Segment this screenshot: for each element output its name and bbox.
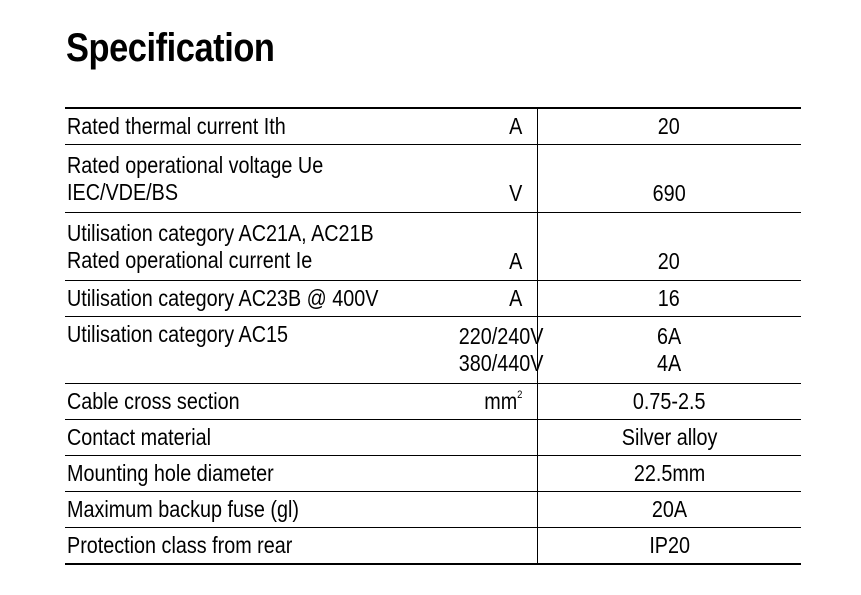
row-value: Silver alloy <box>537 420 801 456</box>
page-title: Specification <box>66 26 275 70</box>
row-unit: V <box>445 145 537 213</box>
row-unit <box>445 420 537 456</box>
row-unit: A <box>445 213 537 281</box>
row-unit: 220/240V 380/440V <box>445 317 537 384</box>
table-row <box>65 528 801 565</box>
row-unit <box>445 528 537 565</box>
specification-table <box>65 107 801 565</box>
row-unit <box>445 492 537 528</box>
row-value: 6A 4A <box>537 317 801 384</box>
row-label: Contact material <box>65 420 445 456</box>
row-label: Mounting hole diameter <box>65 456 445 492</box>
table-row <box>65 145 801 213</box>
row-unit <box>445 456 537 492</box>
row-value: 16 <box>537 281 801 317</box>
table-row <box>65 456 801 492</box>
table-row <box>65 492 801 528</box>
row-label: Utilisation category AC21A, AC21B Rated operational current Ie <box>65 213 445 281</box>
row-value: 0.75-2.5 <box>537 384 801 420</box>
table-row <box>65 108 801 145</box>
row-unit: A <box>445 281 537 317</box>
row-value: IP20 <box>537 528 801 565</box>
row-value: 690 <box>537 145 801 213</box>
row-label: Rated operational voltage Ue IEC/VDE/BS <box>65 145 445 213</box>
table-row <box>65 420 801 456</box>
row-label: Utilisation category AC15 <box>65 317 445 384</box>
row-unit: A <box>445 108 537 145</box>
table-row <box>65 213 801 281</box>
row-label: Utilisation category AC23B @ 400V <box>65 281 445 317</box>
row-unit: $mm^2$ <box>445 384 537 420</box>
row-label: Maximum backup fuse (gl) <box>65 492 445 528</box>
table-row <box>65 317 801 384</box>
row-label: Protection class from rear <box>65 528 445 565</box>
row-value: 20A <box>537 492 801 528</box>
row-label: Cable cross section <box>65 384 445 420</box>
table-row <box>65 281 801 317</box>
row-value: 20 <box>537 108 801 145</box>
row-value: 20 <box>537 213 801 281</box>
row-label: Rated thermal current Ith <box>65 108 445 145</box>
table-row <box>65 384 801 420</box>
superscript: 2 <box>517 389 523 401</box>
row-value: 22.5mm <box>537 456 801 492</box>
